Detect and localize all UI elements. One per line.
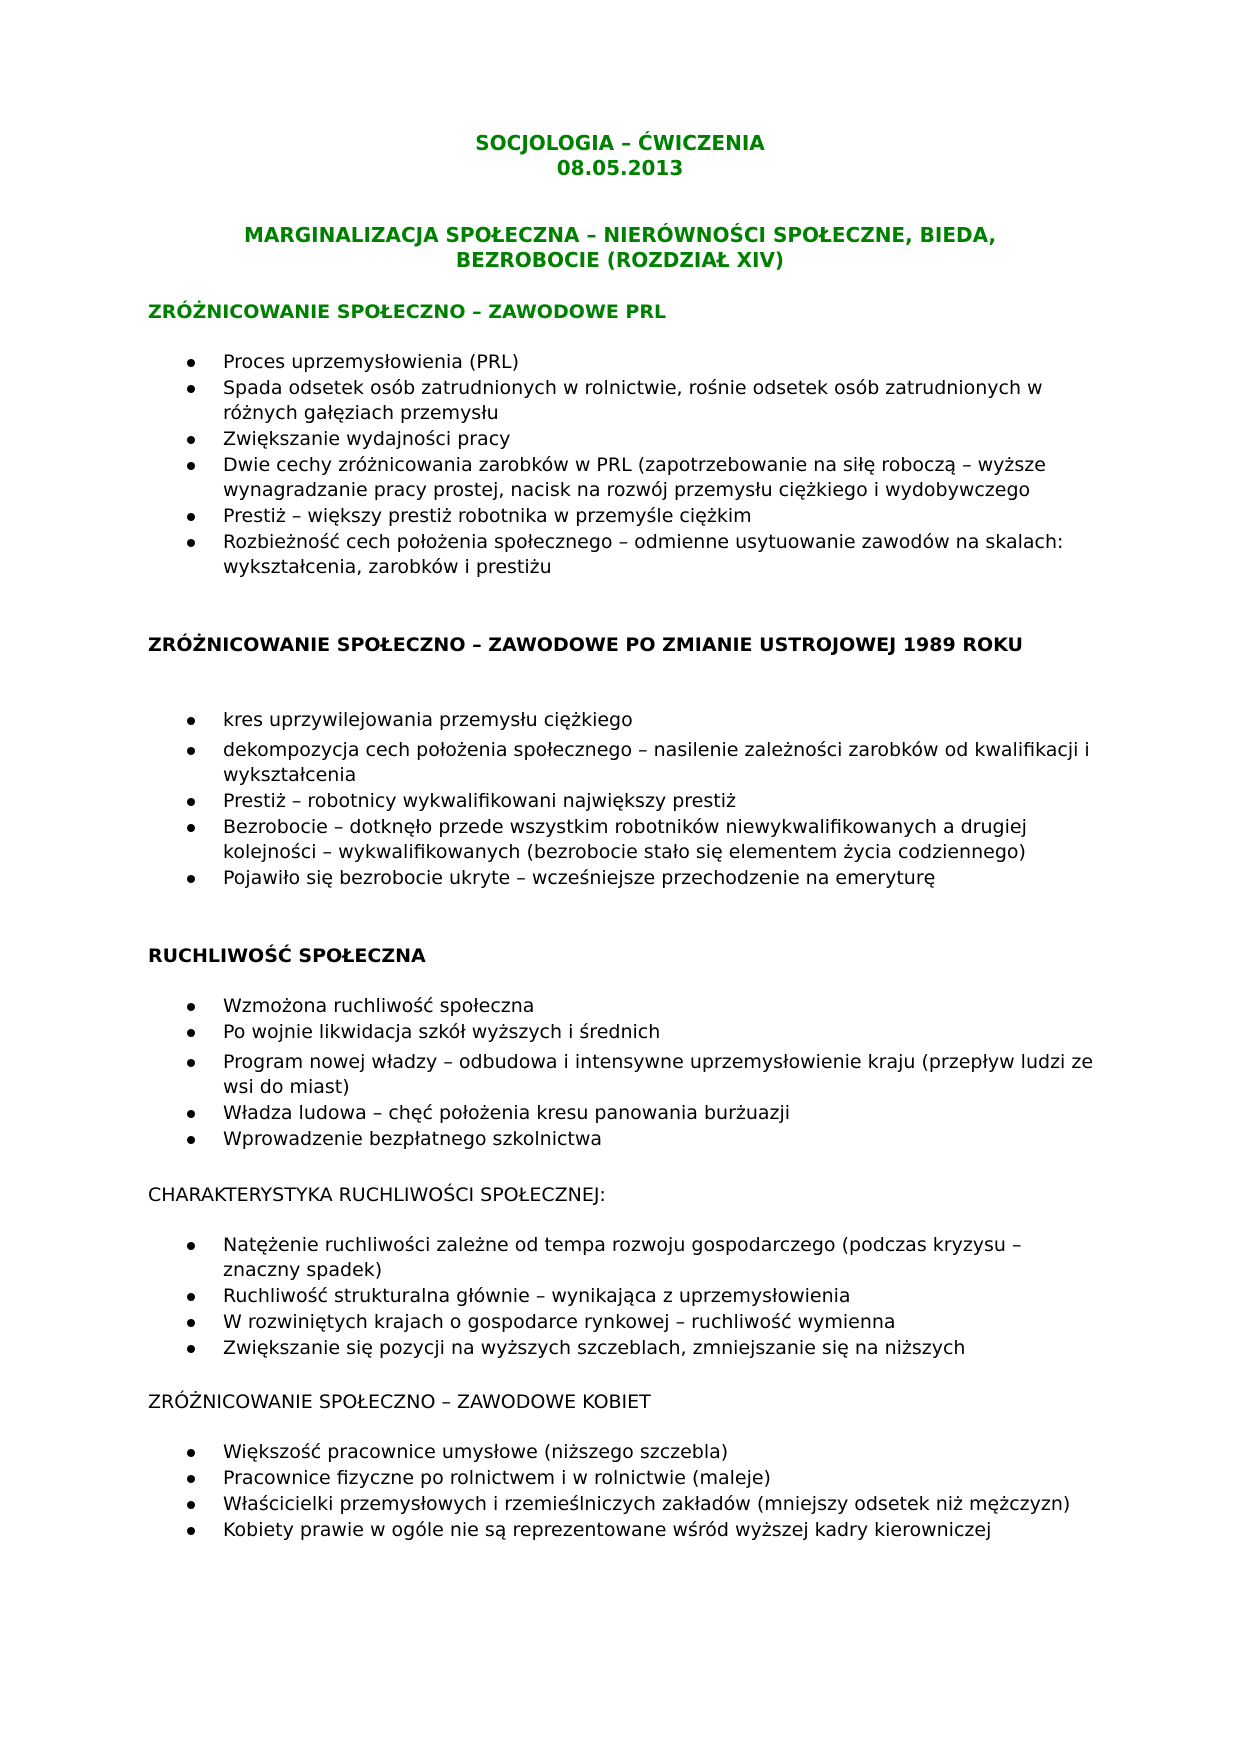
list-mobility-characteristics: [0, 1233, 1240, 1362]
title-line-2: 08.05.2013: [556, 156, 684, 180]
subtitle-line-1: MARGINALIZACJA SPOŁECZNA – NIERÓWNOŚCI SPOŁECZNE, BIEDA,: [243, 223, 997, 247]
list-item: kres uprzywilejowania przemysłu ciężkiego: [0, 708, 1240, 733]
document-subtitle: [0, 223, 1240, 273]
list-mobility: [0, 994, 1240, 1153]
list-prl: [0, 350, 1240, 581]
list-item: Większość pracownice umysłowe (niższego szczebla): [0, 1440, 1240, 1465]
bullet-icon: [187, 747, 195, 755]
bullet-icon: [187, 717, 195, 725]
bullet-icon: [187, 539, 195, 547]
section-heading-prl: ZRÓŻNICOWANIE SPOŁECZNO – ZAWODOWE PRL: [148, 301, 667, 323]
list-item: Prestiż – robotnicy wykwalifikowani największy prestiż: [0, 789, 1240, 814]
list-1989: [0, 708, 1240, 892]
list-item: Rozbieżność cech położenia społecznego – odmienne usytuowanie zawodów na skalach: wykształcenia, zarobków i prestiżu: [0, 530, 1240, 580]
section-heading-women: ZRÓŻNICOWANIE SPOŁECZNO – ZAWODOWE KOBIET: [148, 1391, 651, 1413]
bullet-icon: [187, 1293, 195, 1301]
list-item: Natężenie ruchliwości zależne od tempa rozwoju gospodarczego (podczas kryzysu – znaczny spadek): [0, 1233, 1240, 1283]
bullet-icon: [187, 436, 195, 444]
list-item: Bezrobocie – dotknęło przede wszystkim robotników niewykwalifikowanych a drugiej kolejności – wykwalifikowanych (bezrobocie stało się elementem życia codziennego): [0, 815, 1240, 865]
list-women: [0, 1440, 1240, 1544]
list-item: Wprowadzenie bezpłatnego szkolnictwa: [0, 1127, 1240, 1152]
section-heading-1989: ZRÓŻNICOWANIE SPOŁECZNO – ZAWODOWE PO ZMIANIE USTROJOWEJ 1989 ROKU: [148, 634, 1023, 656]
document-title: [0, 131, 1240, 181]
bullet-icon: [187, 1475, 195, 1483]
section-heading-mobility: RUCHLIWOŚĆ SPOŁECZNA: [148, 945, 426, 967]
list-item: Po wojnie likwidacja szkół wyższych i średnich: [0, 1020, 1240, 1045]
list-item: Władza ludowa – chęć położenia kresu panowania burżuazji: [0, 1101, 1240, 1126]
list-item: Zwiększanie się pozycji na wyższych szczeblach, zmniejszanie się na niższych: [0, 1336, 1240, 1361]
bullet-icon: [187, 1345, 195, 1353]
list-item: Dwie cechy zróżnicowania zarobków w PRL (zapotrzebowanie na siłę roboczą – wyższe wynagradzanie pracy prostej, nacisk na rozwój przemysłu ciężkiego i wydobywczego: [0, 453, 1240, 503]
bullet-icon: [187, 1029, 195, 1037]
list-item: W rozwiniętych krajach o gospodarce rynkowej – ruchliwość wymienna: [0, 1310, 1240, 1335]
list-item: Proces uprzemysłowienia (PRL): [0, 350, 1240, 375]
bullet-icon: [187, 1501, 195, 1509]
bullet-icon: [187, 1110, 195, 1118]
bullet-icon: [187, 1319, 195, 1327]
bullet-icon: [187, 875, 195, 883]
list-item: dekompozycja cech położenia społecznego – nasilenie zależności zarobków od kwalifikacji i wykształcenia: [0, 738, 1240, 788]
list-item: Program nowej władzy – odbudowa i intensywne uprzemysłowienie kraju (przepływ ludzi ze wsi do miast): [0, 1050, 1240, 1100]
list-item: Ruchliwość strukturalna głównie – wynikająca z uprzemysłowienia: [0, 1284, 1240, 1309]
section-heading-mobility-characteristics: CHARAKTERYSTYKA RUCHLIWOŚCI SPOŁECZNEJ:: [148, 1184, 606, 1206]
bullet-icon: [187, 385, 195, 393]
bullet-icon: [187, 1242, 195, 1250]
bullet-icon: [187, 359, 195, 367]
list-item: Wzmożona ruchliwość społeczna: [0, 994, 1240, 1019]
bullet-icon: [187, 1449, 195, 1457]
bullet-icon: [187, 1059, 195, 1067]
bullet-icon: [187, 798, 195, 806]
list-item: Właścicielki przemysłowych i rzemieślniczych zakładów (mniejszy odsetek niż mężczyzn): [0, 1492, 1240, 1517]
bullet-icon: [187, 1527, 195, 1535]
list-item: Spada odsetek osób zatrudnionych w rolnictwie, rośnie odsetek osób zatrudnionych w różnych gałęziach przemysłu: [0, 376, 1240, 426]
bullet-icon: [187, 462, 195, 470]
list-item: Pojawiło się bezrobocie ukryte – wcześniejsze przechodzenie na emeryturę: [0, 866, 1240, 891]
list-item: Kobiety prawie w ogóle nie są reprezentowane wśród wyższej kadry kierowniczej: [0, 1518, 1240, 1543]
list-item: Pracownice fizyczne po rolnictwem i w rolnictwie (maleje): [0, 1466, 1240, 1491]
bullet-icon: [187, 1136, 195, 1144]
bullet-icon: [187, 513, 195, 521]
bullet-icon: [187, 1003, 195, 1011]
list-item: Zwiększanie wydajności pracy: [0, 427, 1240, 452]
bullet-icon: [187, 824, 195, 832]
list-item: Prestiż – większy prestiż robotnika w przemyśle ciężkim: [0, 504, 1240, 529]
subtitle-line-2: BEZROBOCIE (ROZDZIAŁ XIV): [455, 248, 785, 272]
title-line-1: SOCJOLOGIA – ĆWICZENIA: [475, 131, 765, 155]
